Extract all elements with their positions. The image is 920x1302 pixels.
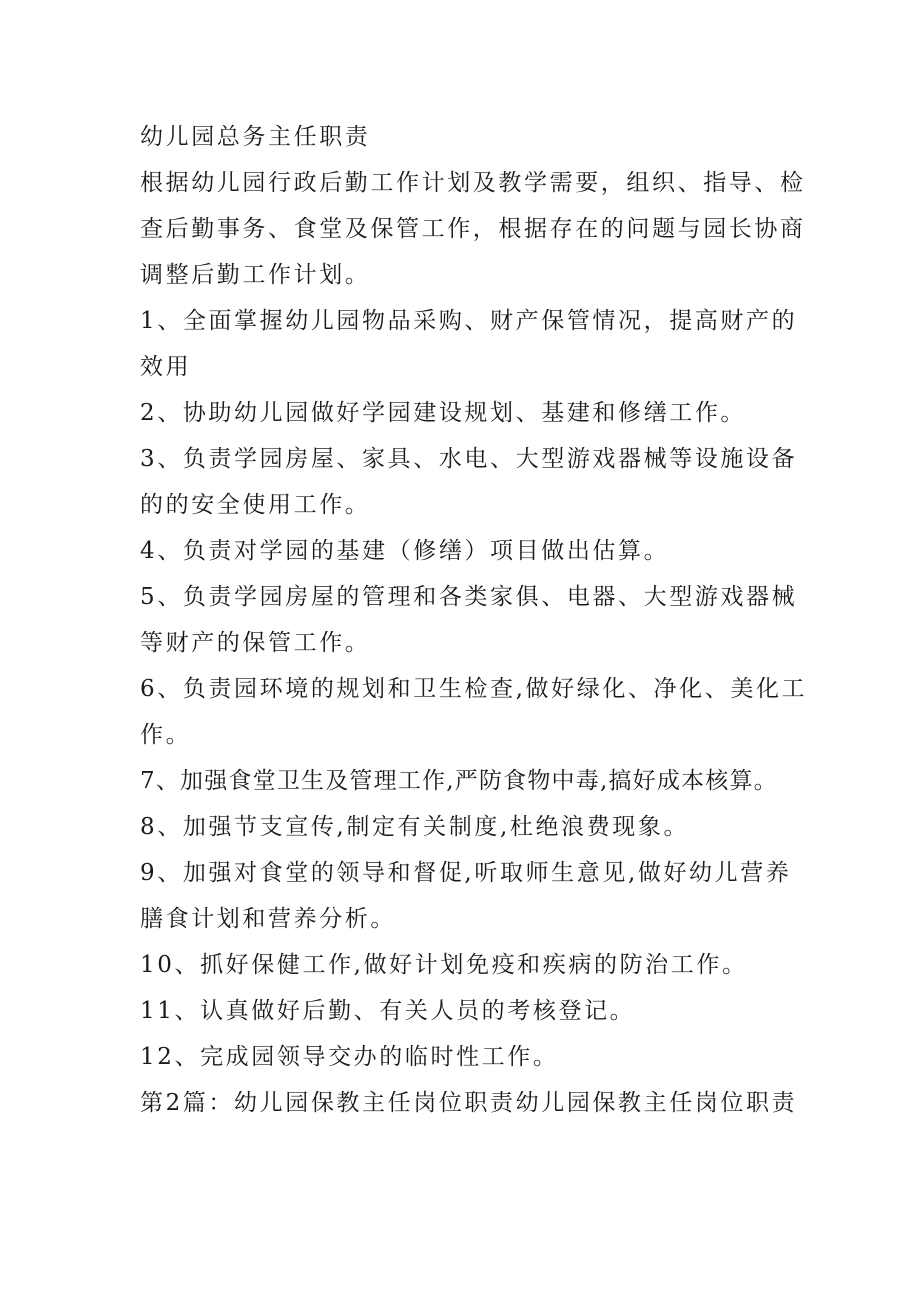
text-line: 膳食计划和营养分析。 — [140, 906, 396, 932]
text-line: 查后勤事务、食堂及保管工作，根据存在的问题与园长协商 — [140, 216, 806, 242]
text-line: 9、加强对食堂的领导和督促,听取师生意见,做好幼儿营养 — [140, 860, 792, 886]
text-line: 调整后勤工作计划。 — [140, 262, 371, 288]
text-line: 的的安全使用工作。 — [140, 492, 371, 518]
text-line: 7、加强食堂卫生及管理工作,严防食物中毒,搞好成本核算。 — [140, 768, 778, 794]
text-line: 8、加强节支宣传,制定有关制度,杜绝浪费现象。 — [140, 814, 690, 840]
text-line: 11、认真做好后勤、有关人员的考核登记。 — [140, 998, 636, 1024]
text-line: 4、负责对学园的基建（修缮）项目做出估算。 — [140, 538, 670, 564]
text-line: 5、负责学园房屋的管理和各类家俱、电器、大型游戏器械 — [140, 584, 798, 610]
text-line: 等财产的保管工作。 — [140, 630, 371, 656]
text-line: 效用 — [140, 354, 192, 380]
text-line: 作。 — [140, 722, 192, 748]
text-line: 根据幼儿园行政后勤工作计划及教学需要，组织、指导、检 — [140, 170, 806, 196]
text-line: 1、全面掌握幼儿园物品采购、财产保管情况，提高财产的 — [140, 308, 798, 334]
text-line: 3、负责学园房屋、家具、水电、大型游戏器械等设施设备 — [140, 446, 798, 472]
document-body — [140, 114, 808, 1126]
text-line: 第2篇：幼儿园保教主任岗位职责幼儿园保教主任岗位职责 — [140, 1090, 798, 1116]
text-line: 10、抓好保健工作,做好计划免疫和疾病的防治工作。 — [140, 952, 748, 978]
document-title: 幼儿园总务主任职责 — [140, 124, 371, 150]
text-line: 2、协助幼儿园做好学园建设规划、基建和修缮工作。 — [140, 400, 747, 426]
text-line: 12、完成园领导交办的临时性工作。 — [140, 1044, 559, 1070]
text-line: 6、负责园环境的规划和卫生检查,做好绿化、净化、美化工 — [140, 676, 808, 702]
